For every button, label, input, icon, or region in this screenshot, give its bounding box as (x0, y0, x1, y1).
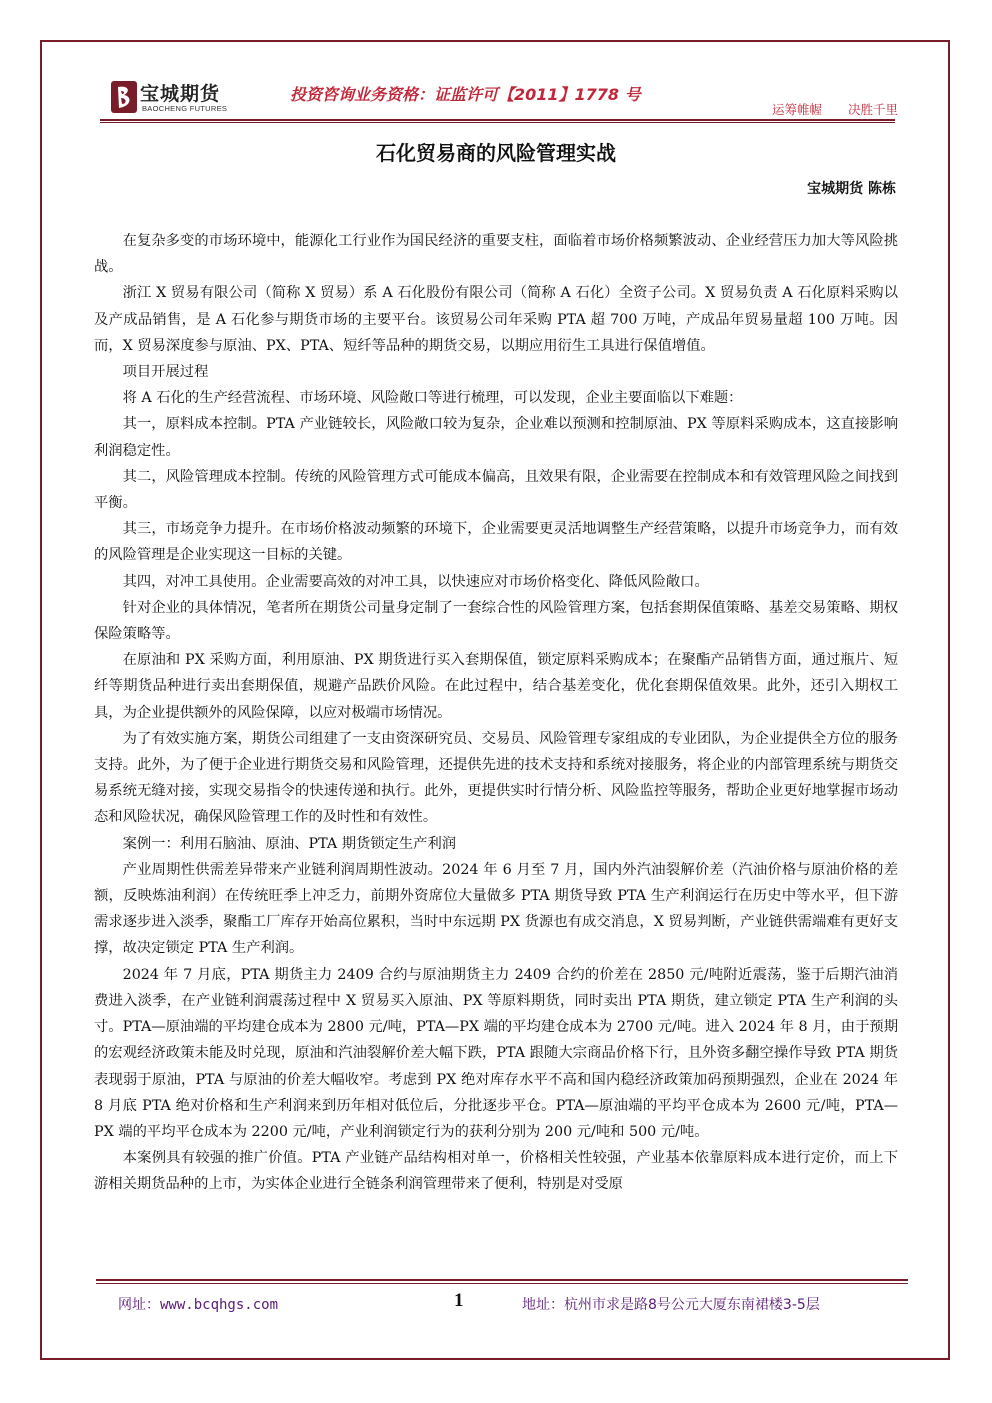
footer-divider (96, 1279, 908, 1281)
logo-subtext: BAOCHENG FUTURES (142, 104, 228, 113)
page-number: 1 (454, 1290, 464, 1311)
qualification-text: 投资咨询业务资格：证监许可【2011】1778 号 (290, 85, 641, 104)
paragraph: 其一，原料成本控制。PTA 产业链较长，风险敞口较为复杂，企业难以预测和控制原油、PX 等原料采购成本，这直接影响利润稳定性。 (94, 416, 898, 459)
paragraph: 其四，对冲工具使用。企业需要高效的对冲工具，以快速应对市场价格变化、降低风险敞口。 (122, 573, 709, 590)
logo-text: 宝城期货 (140, 83, 221, 105)
address-text: 地址：杭州市求是路8号公元大厦东南裙楼3-5层 (522, 1297, 820, 1313)
paragraph: 将 A 石化的生产经营流程、市场环境、风险敞口等进行梳理，可以发现，企业主要面临以下难题： (122, 390, 743, 407)
header-divider (100, 119, 895, 121)
article-body (94, 228, 898, 1198)
paragraph: 为了有效实施方案，期货公司组建了一支由资深研究员、交易员、风险管理专家组成的专业团队，为企业提供全方位的服务支持。此外，为了便于企业进行期货交易和风险管理，还提供先进的技术支持和系统对接服务，将企业的内部管理系统与期货交易系统无缝对接，实现交易指令的快速传递和执行。此外，更提供实时行情分析、风险监控等服务，帮助企业更好地掌握市场动态和风险状况，确保风险管理工作的及时性和有效性。 (94, 730, 898, 826)
motto (746, 100, 898, 118)
motto-part-2: 决胜千里 (847, 102, 898, 117)
paragraph: 2024 年 7 月底，PTA 期货主力 2409 合约与原油期货主力 2409 合约的价差在 2850 元/吨附近震荡，鉴于后期汽油消费进入淡季，在产业链利润震荡过程中 X 贸易买入原油、PX 等原料期货，同时卖出 PTA 期货，建立锁定 PTA 生产利润的头寸。PTA—原油端的平均建仓成本为 2800 元/吨，PTA—PX 端的平均建仓成本为 2700 元/吨。进入 2024 年 8 月，由于预期的宏观经济政策未能及时兑现，原油和汽油裂解价差大幅下跌，PTA 跟随大宗商品价格下行，且外资多翻空操作导致 PTA 期货表现弱于原油，PTA 与原油的价差大幅收窄。考虑到 PX 绝对库存水平不高和国内稳经济政策加码预期强烈，企业在 2024 年 8 月底 PTA 绝对价格和生产利润来到历年相对低位后，分批逐步平仓。PTA—原油端的平均平仓成本为 2600 元/吨，PTA—PX 端的平均平仓成本为 2200 元/吨，产业利润锁定行为的获利分别为 200 元/吨和 500 元/吨。 (94, 966, 898, 1140)
page-header (100, 70, 900, 122)
article-author: 宝城期货 陈栋 (807, 181, 896, 197)
page-footer (96, 1290, 906, 1316)
section-heading: 案例一：利用石脑油、原油、PTA 期货锁定生产利润 (122, 835, 457, 852)
footer-divider-thin (96, 1283, 908, 1284)
paragraph: 其三，市场竞争力提升。在市场价格波动频繁的环境下，企业需要更灵活地调整生产经营策略，以提升市场竞争力，而有效的风险管理是企业实现这一目标的关键。 (94, 521, 898, 564)
website-link[interactable]: 网址：www.bcqhgs.com (118, 1297, 279, 1313)
paragraph: 其二，风险管理成本控制。传统的风险管理方式可能成本偏高，且效果有限，企业需要在控制成本和有效管理风险之间找到平衡。 (94, 468, 898, 512)
header-divider-thin (100, 122, 895, 123)
paragraph: 在复杂多变的市场环境中，能源化工行业作为国民经济的重要支柱，面临着市场价格频繁波动、企业经营压力加大等风险挑战。 (94, 233, 898, 276)
paragraph: 在原油和 PX 采购方面，利用原油、PX 期货进行买入套期保值，锁定原料采购成本；在聚酯产品销售方面，通过瓶片、短纤等期货品种进行卖出套期保值，规避产品跌价风险。在此过程中，结合基差变化，优化套期保值效果。此外，还引入期权工具，为企业提供额外的风险保障，以应对极端市场情况。 (94, 652, 898, 721)
paragraph: 浙江 X 贸易有限公司（简称 X 贸易）系 A 石化股份有限公司（简称 A 石化）全资子公司。X 贸易负责 A 石化原料采购以及产成品销售，是 A 石化参与期货市场的主要平台。该贸易公司年采购 PTA 超 700 万吨，产成品年贸易量超 100 万吨。因而，X 贸易深度参与原油、PX、PTA、短纤等品种的期货交易，以期应用衍生工具进行保值增值。 (94, 285, 898, 354)
paragraph: 针对企业的具体情况，笔者所在期货公司量身定制了一套综合性的风险管理方案，包括套期保值策略、基差交易策略、期权保险策略等。 (94, 599, 898, 643)
motto-part-1: 运筹帷幄 (771, 102, 822, 117)
article-title: 石化贸易商的风险管理实战 (376, 141, 616, 165)
paragraph: 产业周期性供需差异带来产业链利润周期性波动。2024 年 6 月至 7 月，国内外汽油裂解价差（汽油价格与原油价格的差额，反映炼油利润）在传统旺季上冲乏力，前期外资席位大量做多 PTA 期货导致 PTA 生产利润运行在历史中等水平，但下游需求逐步进入淡季，聚酯工厂库存开始高位累积，当时中东远期 PX 货源也有成交消息，X 贸易判断，产业链供需端难有更好支撑，故决定锁定 PTA 生产利润。 (94, 861, 898, 957)
section-heading: 项目开展过程 (122, 364, 209, 381)
paragraph: 本案例具有较强的推广价值。PTA 产业链产品结构相对单一，价格相关性较强，产业基本依靠原料成本进行定价，而上下游相关期货品种的上市，为实体企业进行全链条利润管理带来了便利，特别是对受原 (94, 1150, 898, 1193)
